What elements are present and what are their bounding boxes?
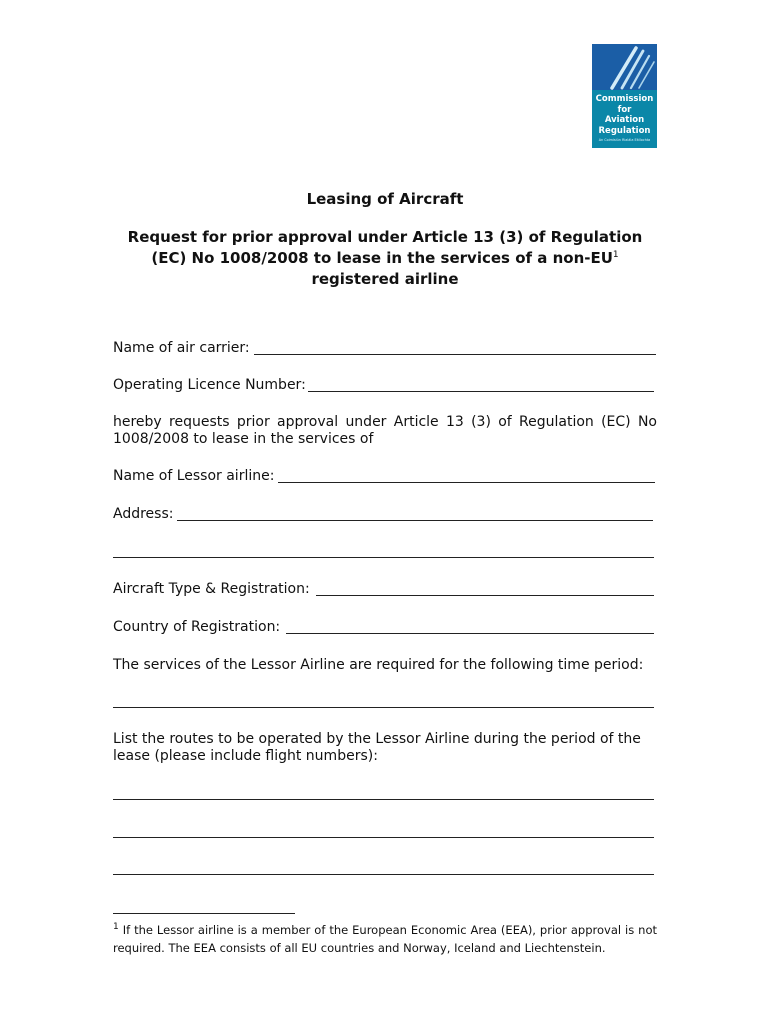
routes-field-line-3[interactable] — [113, 874, 654, 875]
logo-tagline: An Coimisiún Rialála Eitlíochta — [598, 138, 651, 142]
address-field-line-2[interactable] — [113, 557, 654, 558]
subtitle-line: Request for prior approval under Article 13 (3) of Regulation — [127, 228, 643, 246]
subtitle-line: registered airline — [311, 270, 459, 288]
country-field[interactable] — [286, 633, 654, 634]
lessor-name-label: Name of Lessor airline: — [113, 468, 275, 484]
aircraft-contrail-icon — [592, 44, 657, 90]
page-title: Leasing of Aircraft — [306, 190, 464, 208]
lessor-name-field[interactable] — [278, 482, 655, 483]
licence-number-field[interactable] — [308, 391, 654, 392]
logo-line: Aviation — [604, 115, 645, 125]
address-field[interactable] — [177, 520, 653, 521]
country-label: Country of Registration: — [113, 619, 281, 635]
time-period-prompt: The services of the Lessor Airline are required for the following time period: — [113, 657, 644, 673]
footnote — [113, 922, 657, 957]
routes-field-line-1[interactable] — [113, 799, 654, 800]
aircraft-type-label: Aircraft Type & Registration: — [113, 581, 310, 597]
air-carrier-label: Name of air carrier: — [113, 340, 250, 356]
logo-wordmark — [592, 94, 657, 136]
logo-line: for — [617, 104, 632, 115]
footnote-text: If the Lessor airline is a member of the European Economic Area (EEA), prior approval is not required. The EEA consists of all EU countries and Norway, Iceland and Liechtenstein. — [113, 923, 658, 955]
footnote-marker: 1 — [113, 922, 119, 933]
logo-graphic — [592, 44, 657, 90]
request-statement: hereby requests prior approval under Article 13 (3) of Regulation (EC) No 1008/2008 to lease in the services of — [113, 414, 657, 447]
routes-field-line-2[interactable] — [113, 837, 654, 838]
page-subtitle — [0, 227, 770, 290]
logo-line: Regulation — [598, 125, 651, 136]
subtitle-line — [0, 248, 770, 269]
logo-line: Commission — [595, 94, 654, 104]
routes-prompt: List the routes to be operated by the Lessor Airline during the period of the lease (please include flight numbers): — [113, 731, 641, 764]
aircraft-type-field[interactable] — [316, 595, 654, 596]
address-label: Address: — [113, 506, 174, 522]
commission-logo — [592, 44, 657, 148]
subtitle-line-text: (EC) No 1008/2008 to lease in the services of a non-EU — [151, 249, 613, 267]
time-period-field[interactable] — [113, 707, 654, 708]
air-carrier-field[interactable] — [254, 354, 656, 355]
footnote-divider — [113, 913, 295, 914]
licence-number-label: Operating Licence Number: — [113, 377, 306, 393]
footnote-reference: 1 — [612, 250, 619, 260]
